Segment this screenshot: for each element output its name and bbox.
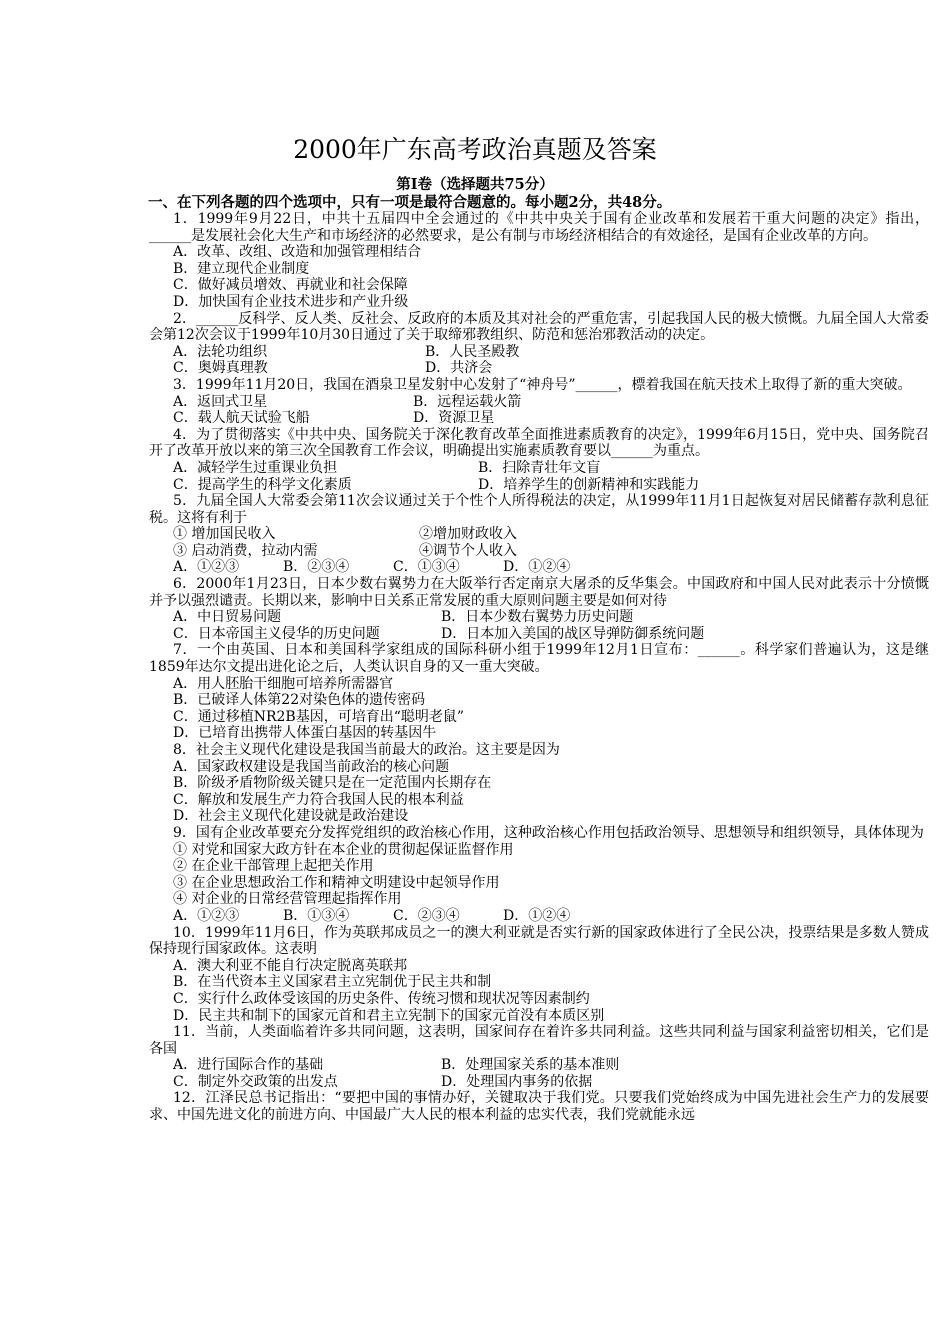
option-row [149, 344, 929, 361]
option: B．阶级矛盾物阶级关键只是在一定范围内长期存在 [173, 775, 492, 792]
option: A．用人胚胎干细胞可培养所需器官 [173, 675, 394, 692]
question-stem: 1．1999年9月22日，中共十五届四中全会通过的《中共中央关于国有企业改革和发展若干重大问题的决定》指出，______是发展社会化大生产和市场经济的必然要求，是公有制与市场经济相结合的有效途径，是国有企业改革的方向。 [149, 211, 929, 244]
question-stem: 3．1999年11月20日，我国在酒泉卫星发射中心发射了“神舟号”______，標着我国在航天技术上取得了新的重大突破。 [173, 376, 912, 393]
question-stem: 2．______反科学、反人类、反社会、反政府的本质及其对社会的严重危害，引起我国人民的极大愤慨。九届全国人大常委会第12次会议于1999年10月30日通过了关于取缔邪教组织、防范和惩治邪教活动的决定。 [149, 310, 929, 344]
option: B．处理国家关系的基本准则 [441, 1057, 620, 1074]
page-title: 2000年广东高考政治真题及答案 [293, 135, 657, 164]
statement-item: ③ 启动消费，拉动内需 [173, 542, 318, 559]
option: B．已破译人体第22对染色体的遗传密码 [173, 692, 426, 709]
statement-item: ③ 在企业思想政治工作和精神文明建设中起领导作用 [173, 874, 500, 891]
option: C．提高学生的科学文化素质 [173, 476, 352, 493]
statement-item: ① 增加国民收入 [173, 526, 276, 543]
statement-item: ④ 对企业的日常经营管理起指挥作用 [173, 891, 402, 908]
option: A．国家政权建设是我国当前政治的核心问题 [173, 758, 450, 775]
question-stem: 8．社会主义现代化建设是我国当前最大的政治。这主要是因为 [173, 742, 560, 758]
statement-item: ① 对党和国家大政方针在本企业的贯彻起保证监督作用 [173, 841, 514, 858]
option-row [149, 477, 929, 494]
answer-choice: C．②③④ [393, 907, 460, 924]
option: D．资源卫星 [413, 410, 495, 427]
answer-choice: A．①②③ [173, 559, 240, 576]
option: D．共济会 [425, 360, 493, 377]
option: D．日本加入美国的战区导弹防御系统问题 [441, 625, 705, 642]
option: B．建立现代企业制度 [173, 260, 310, 277]
part-title: 第Ⅰ卷（选择题共75分） [396, 176, 554, 193]
answer-choice: D．①②④ [503, 559, 571, 576]
option: B．扫除青壮年文盲 [478, 459, 601, 476]
answer-choice: D．①②④ [503, 907, 571, 924]
option: D．已培育出携带人体蛋白基因的转基因牛 [173, 725, 437, 742]
question-stem: 9．国有企业改革要充分发挥党组织的政治核心作用，这种政治核心作用包括政治领导、思想领导和组织领导，具体体现为 [173, 824, 924, 841]
option: D．社会主义现代化建设就是政治建设 [173, 808, 409, 825]
question-list [149, 211, 929, 1124]
item-row [149, 526, 929, 543]
option: C．做好减员增效、再就业和社会保障 [173, 277, 408, 294]
option: D．处理国内事务的依据 [441, 1073, 593, 1090]
option: C．制定外交政策的出发点 [173, 1073, 338, 1090]
option: D．加快国有企业技术进步和产业升级 [173, 293, 409, 310]
section-title: 一、在下列各题的四个选项中，只有一项是最符合题意的。每小题2分，共48分。 [148, 194, 672, 211]
option: A．进行国际合作的基础 [173, 1057, 324, 1074]
answer-choice: C．①③④ [393, 559, 460, 576]
option-row [149, 394, 929, 411]
option-row [149, 626, 929, 643]
answer-choices [149, 908, 929, 925]
option: A．澳大利亚不能自行决定脱离英联邦 [173, 957, 408, 974]
statement-item: ②增加财政收入 [419, 526, 517, 543]
question-stem: 6．2000年1月23日，日本少数右翼势力在大阪举行否定南京大屠杀的反华集会。中国政府和中国人民对此表示十分愤慨并予以强烈谴责。长期以来，影响中日关系正常发展的重大原则问题主要是如何对待 [149, 576, 929, 609]
item-row [149, 543, 929, 560]
option: A．改革、改组、改造和加强管理相结合 [173, 244, 422, 261]
option: B．日本少数右翼势力历史问题 [441, 609, 634, 626]
option: B．远程运载火箭 [413, 393, 522, 410]
statement-item: ④调节个人收入 [419, 542, 517, 559]
option-row [149, 410, 929, 427]
option: B．人民圣殿教 [425, 343, 520, 360]
option: C．奥姆真理教 [173, 360, 268, 377]
option: C．解放和发展生产力符合我国人民的根本利益 [173, 791, 464, 808]
option-row [149, 609, 929, 626]
option: C．通过移植NR2B基因，可培育出“聪明老鼠” [173, 708, 465, 725]
option-row [149, 1057, 929, 1074]
option: B．在当代资本主义国家君主立宪制优于民主共和制 [173, 974, 492, 991]
option: A．法轮功组织 [173, 343, 268, 360]
option: D．民主共和制下的国家元首和君主立宪制下的国家元首没有本质区别 [173, 1007, 605, 1024]
option-row [149, 460, 929, 477]
answer-choice: B．①③④ [283, 907, 350, 924]
option-row [149, 360, 929, 377]
option: C．日本帝国主义侵华的历史问题 [173, 625, 380, 642]
answer-choice: A．①②③ [173, 907, 240, 924]
answer-choice: B．②③④ [283, 559, 350, 576]
option: D．培养学生的创新精神和实践能力 [478, 476, 700, 493]
option: A．返回式卫星 [173, 393, 268, 410]
question-stem: 7．一个由英国、日本和美国科学家组成的国际科研小组于1999年12月1日宣布：______。科学家们普遍认为，这是继1859年达尔文提出进化论之后，人类认识自身的又一重大突破。 [149, 642, 929, 676]
question-stem: 12．江泽民总书记指出：“要把中国的事情办好，关键取决于我们党。只要我们党始终成为中国先进社会生产力的发展要求、中国先进文化的前进方向、中国最广大人民的根本利益的忠实代表，我们党就能永远 [149, 1090, 929, 1124]
option: C．载人航天试验飞船 [173, 410, 310, 427]
question-stem: 11．当前，人类面临着许多共同问题，这表明，国家间存在着许多共同利益。这些共同利益与国家利益密切相关，它们是各国 [149, 1024, 929, 1057]
option: A．减轻学生过重课业负担 [173, 459, 338, 476]
option: A．中日贸易问题 [173, 609, 282, 626]
option-row [149, 1074, 929, 1091]
option: C．实行什么政体受该国的历史条件、传统习惯和现状况等因素制约 [173, 990, 590, 1007]
statement-item: ② 在企业干部管理上起把关作用 [173, 858, 374, 875]
question-stem: 4．为了贯彻落实《中共中央、国务院关于深化教育改革全面推进素质教育的决定》，1999年6月15日，党中央、国务院召开了改革开放以来的第三次全国教育工作会议，明确提出实施素质教育要以______为重点。 [149, 426, 929, 460]
answer-choices [149, 559, 929, 576]
question-stem: 5．九届全国人大常委会第11次会议通过关于个性个人所得税法的决定，从1999年11月1日起恢复对居民储蓄存款利息征税。这将有利于 [149, 493, 929, 526]
question-stem: 10．1999年11月6日，作为英联邦成员之一的澳大利亚就是否实行新的国家政体进行了全民公决，投票结果是多数人赞成保持现行国家政体。这表明 [149, 924, 929, 958]
